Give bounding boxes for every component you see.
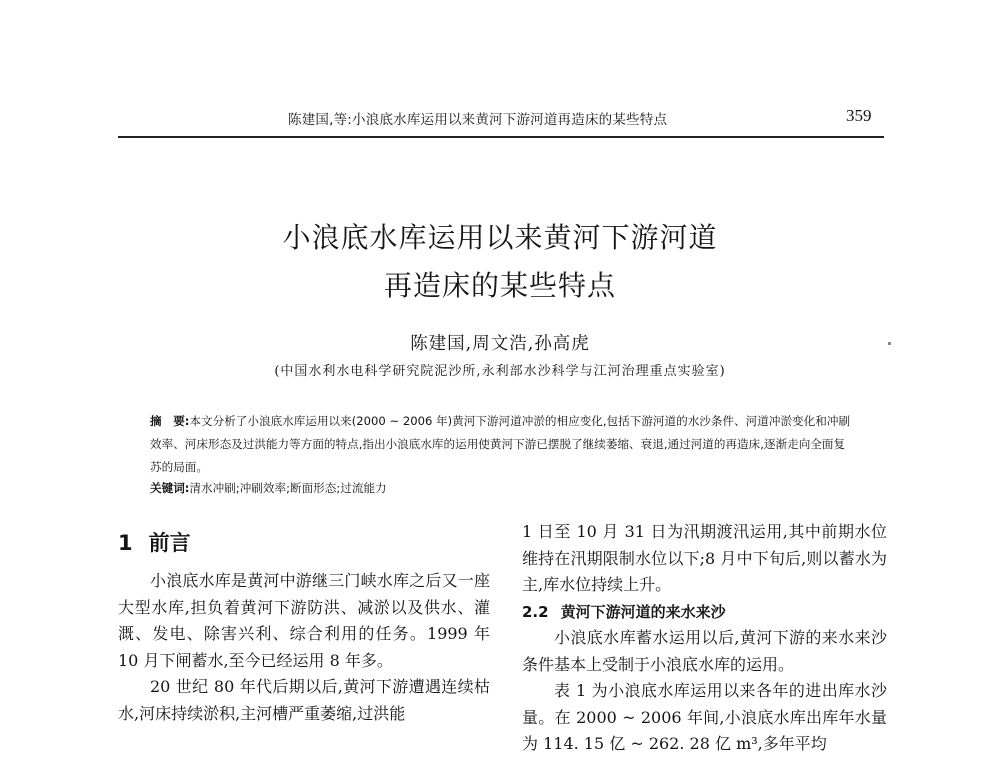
abstract-label: 摘 要:	[150, 414, 190, 428]
title-line-1: 小浪底水库运用以来黄河下游河道	[282, 221, 718, 254]
left-column	[118, 528, 490, 727]
affiliation: (中国水利水电科学研究院泥沙所,永利部水沙科学与江河治理重点实验室)	[274, 364, 726, 379]
section-number: 1	[118, 531, 133, 555]
running-title: 陈建国,等:小浪底水库运用以来黄河下游河道再造床的某些特点	[288, 112, 668, 128]
section-title: 前言	[148, 531, 191, 555]
subsection-number: 2.2	[522, 602, 549, 621]
abstract-text: 本文分析了小浪底水库运用以来(2000 ~ 2006 年)黄河下游河道冲淤的相应变化,包括下游河道的水沙条件、河道冲淤变化和冲刷效率、河床形态及过洪能力等方面的特点,指出小浪底水库的运用使黄河下游已摆脱了继续萎缩、衰退,通过河道的再造床,逐渐走向全面复苏的局面。	[150, 414, 851, 474]
subsection-title: 黄河下游河道的来水来沙	[560, 602, 726, 621]
article-title	[0, 214, 1000, 310]
keywords-text: 清水冲刷;冲刷效率;断面形态;过流能力	[189, 481, 387, 495]
header-rule	[118, 136, 884, 138]
keywords-label: 关键词:	[150, 481, 190, 495]
paragraph-continued: 1 日至 10 月 31 日为汛期渡汛运用,其中前期水位维持在汛期限制水位以下;8 月中下旬后,则以蓄水为主,库水位持续上升。	[522, 522, 887, 594]
subsection-heading	[522, 599, 887, 626]
page-number: 359	[846, 106, 872, 125]
authors: 陈建国,周文浩,孙高虎	[410, 334, 590, 354]
title-line-2: 再造床的某些特点	[383, 269, 616, 302]
keywords	[150, 478, 856, 498]
section-heading	[118, 528, 490, 558]
paragraph: 小浪底水库是黄河中游继三门峡水库之后又一座大型水库,担负着黄河下游防洪、减淤以及供水、灌溉、发电、除害兴利、综合利用的任务。1999 年 10 月下闸蓄水,至今已经运用 8 年多。	[118, 571, 490, 670]
scan-speck	[888, 342, 891, 345]
right-column	[522, 519, 887, 758]
paragraph: 表 1 为小浪底水库运用以来各年的进出库水沙量。在 2000 ~ 2006 年间,小浪底水库出库年水量为 114. 15 亿 ~ 262. 28 亿 m³,多年平均	[522, 681, 887, 753]
abstract	[150, 410, 856, 479]
paragraph: 20 世纪 80 年代后期以后,黄河下游遭遇连续枯水,河床持续淤积,主河槽严重萎缩,过洪能	[118, 677, 490, 723]
paragraph: 小浪底水库蓄水运用以后,黄河下游的来水来沙条件基本上受制于小浪底水库的运用。	[522, 628, 887, 674]
